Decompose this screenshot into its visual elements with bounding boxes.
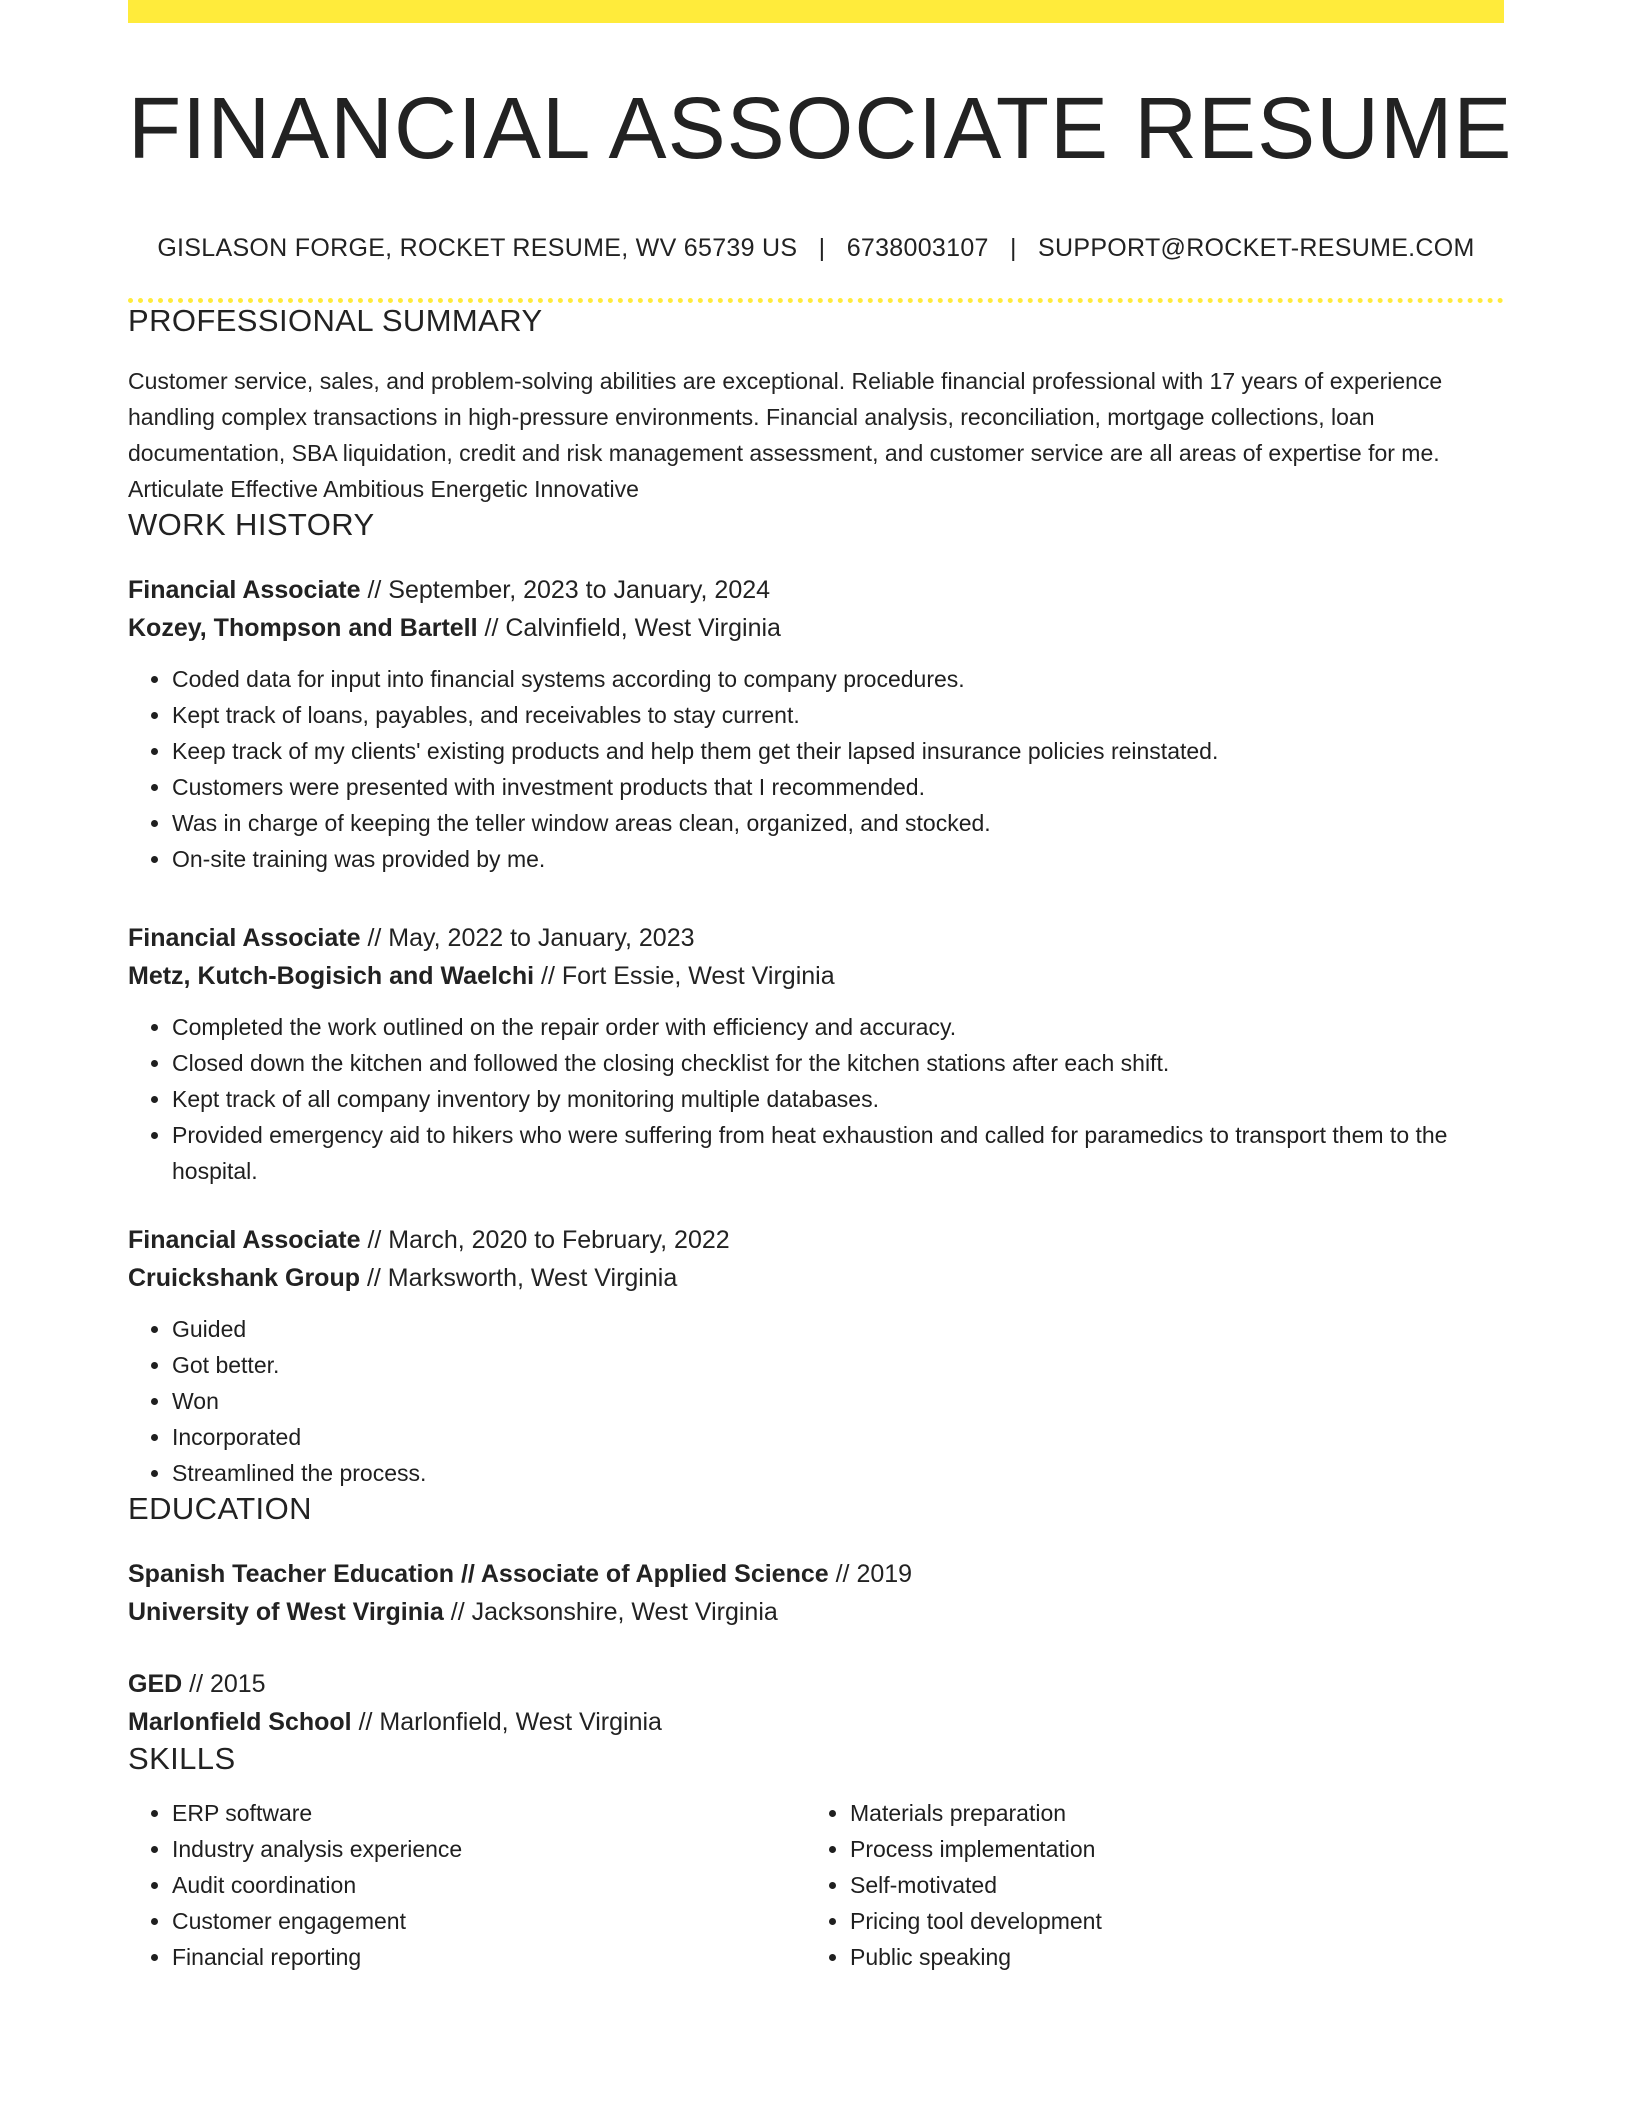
skills-left-list [128,1795,806,1975]
skills-columns [128,1795,1504,1975]
list-item: • Materials preparation [850,1795,1484,1831]
list-item: • Customers were presented with investment products that I recommended. [172,769,1504,805]
contact-separator: | [1009,234,1017,262]
list-item: • Process implementation [850,1831,1484,1867]
summary-heading: PROFESSIONAL SUMMARY [128,303,543,338]
list-item: • Keep track of my clients' existing products and help them get their lapsed insurance policies reinstated. [172,733,1504,769]
education-degree: GED [128,1670,183,1698]
education-school: University of West Virginia [128,1598,444,1626]
job-dates: // March, 2020 to February, 2022 [360,1226,730,1254]
education-degree-line [128,1555,1504,1593]
list-item: • On-site training was provided by me. [172,841,1504,877]
job-location: // Marksworth, West Virginia [360,1264,678,1292]
list-item: • Industry analysis experience [172,1831,806,1867]
job-company-line [128,609,1504,647]
list-item: • Kept track of all company inventory by monitoring multiple databases. [172,1081,1504,1117]
contact-line [128,234,1504,263]
education-year: // 2019 [828,1560,913,1588]
list-item: • Self-motivated [850,1867,1484,1903]
education-school-line [128,1593,1504,1631]
job-entry [128,1221,1504,1491]
education-entry [128,1665,1504,1741]
list-item: • Financial reporting [172,1939,806,1975]
education-heading: EDUCATION [128,1491,312,1526]
job-title-line [128,1221,1504,1259]
job-bullets [128,661,1504,877]
education-year: // 2015 [182,1670,266,1698]
education-location: // Jacksonshire, West Virginia [443,1598,778,1626]
job-title-line [128,571,1504,609]
education-entry [128,1555,1504,1631]
job-bullets [128,1311,1504,1491]
job-company: Metz, Kutch-Bogisich and Waelchi [128,962,535,990]
job-entry [128,571,1504,877]
list-item: • Was in charge of keeping the teller window areas clean, organized, and stocked. [172,805,1504,841]
list-item: • Got better. [172,1347,1504,1383]
job-company: Kozey, Thompson and Bartell [128,614,478,642]
job-location: // Calvinfield, West Virginia [477,614,781,642]
education-school: Marlonfield School [128,1708,352,1736]
job-title: Financial Associate [128,1226,361,1254]
list-item: • Provided emergency aid to hikers who were suffering from heat exhaustion and called for paramedics to transport them to the hospital. [172,1117,1504,1189]
list-item: • Incorporated [172,1419,1504,1455]
summary-text: Customer service, sales, and problem-solving abilities are exceptional. Reliable financial professional with 17 years of experience handling complex transactions in high-pressure environments. Financial analysis, reconciliation, mortgage collections, loan documentation, SBA liquidation, credit and risk management assessment, and customer service are all areas of expertise for me. Articulate Effective Ambitious Energetic Innovative [128,368,1443,502]
skills-right-list [806,1795,1484,1975]
job-dates: // September, 2023 to January, 2024 [360,576,771,604]
list-item: • Public speaking [850,1939,1484,1975]
job-title: Financial Associate [128,576,361,604]
list-item: • ERP software [172,1795,806,1831]
list-item: • Won [172,1383,1504,1419]
list-item: • Guided [172,1311,1504,1347]
skills-heading: SKILLS [128,1741,236,1776]
job-title-line [128,919,1504,957]
job-entry [128,919,1504,1189]
contact-separator: | [818,234,826,262]
job-dates: // May, 2022 to January, 2023 [360,924,695,952]
education-school-line [128,1703,1504,1741]
resume-page [128,0,1513,1975]
accent-top-bar [128,0,1504,23]
resume-title: FINANCIAL ASSOCIATE RESUME [128,80,1513,177]
education-location: // Marlonfield, West Virginia [351,1708,662,1736]
list-item: • Customer engagement [172,1903,806,1939]
list-item: • Coded data for input into financial systems according to company procedures. [172,661,1504,697]
contact-address: GISLASON FORGE, ROCKET RESUME, WV 65739 US [157,234,798,262]
list-item: • Pricing tool development [850,1903,1484,1939]
job-bullets [128,1009,1504,1189]
list-item: • Streamlined the process. [172,1455,1504,1491]
job-company-line [128,1259,1504,1297]
list-item: • Completed the work outlined on the repair order with efficiency and accuracy. [172,1009,1504,1045]
list-item: • Audit coordination [172,1867,806,1903]
education-degree-line [128,1665,1504,1703]
job-title: Financial Associate [128,924,361,952]
contact-email: SUPPORT@ROCKET-RESUME.COM [1038,234,1475,262]
work-history-heading: WORK HISTORY [128,507,375,542]
job-company-line [128,957,1504,995]
job-company: Cruickshank Group [128,1264,360,1292]
list-item: • Closed down the kitchen and followed the closing checklist for the kitchen stations after each shift. [172,1045,1504,1081]
contact-phone: 6738003107 [846,234,989,262]
list-item: • Kept track of loans, payables, and receivables to stay current. [172,697,1504,733]
job-location: // Fort Essie, West Virginia [534,962,835,990]
education-degree: Spanish Teacher Education // Associate of Applied Science [128,1560,829,1588]
